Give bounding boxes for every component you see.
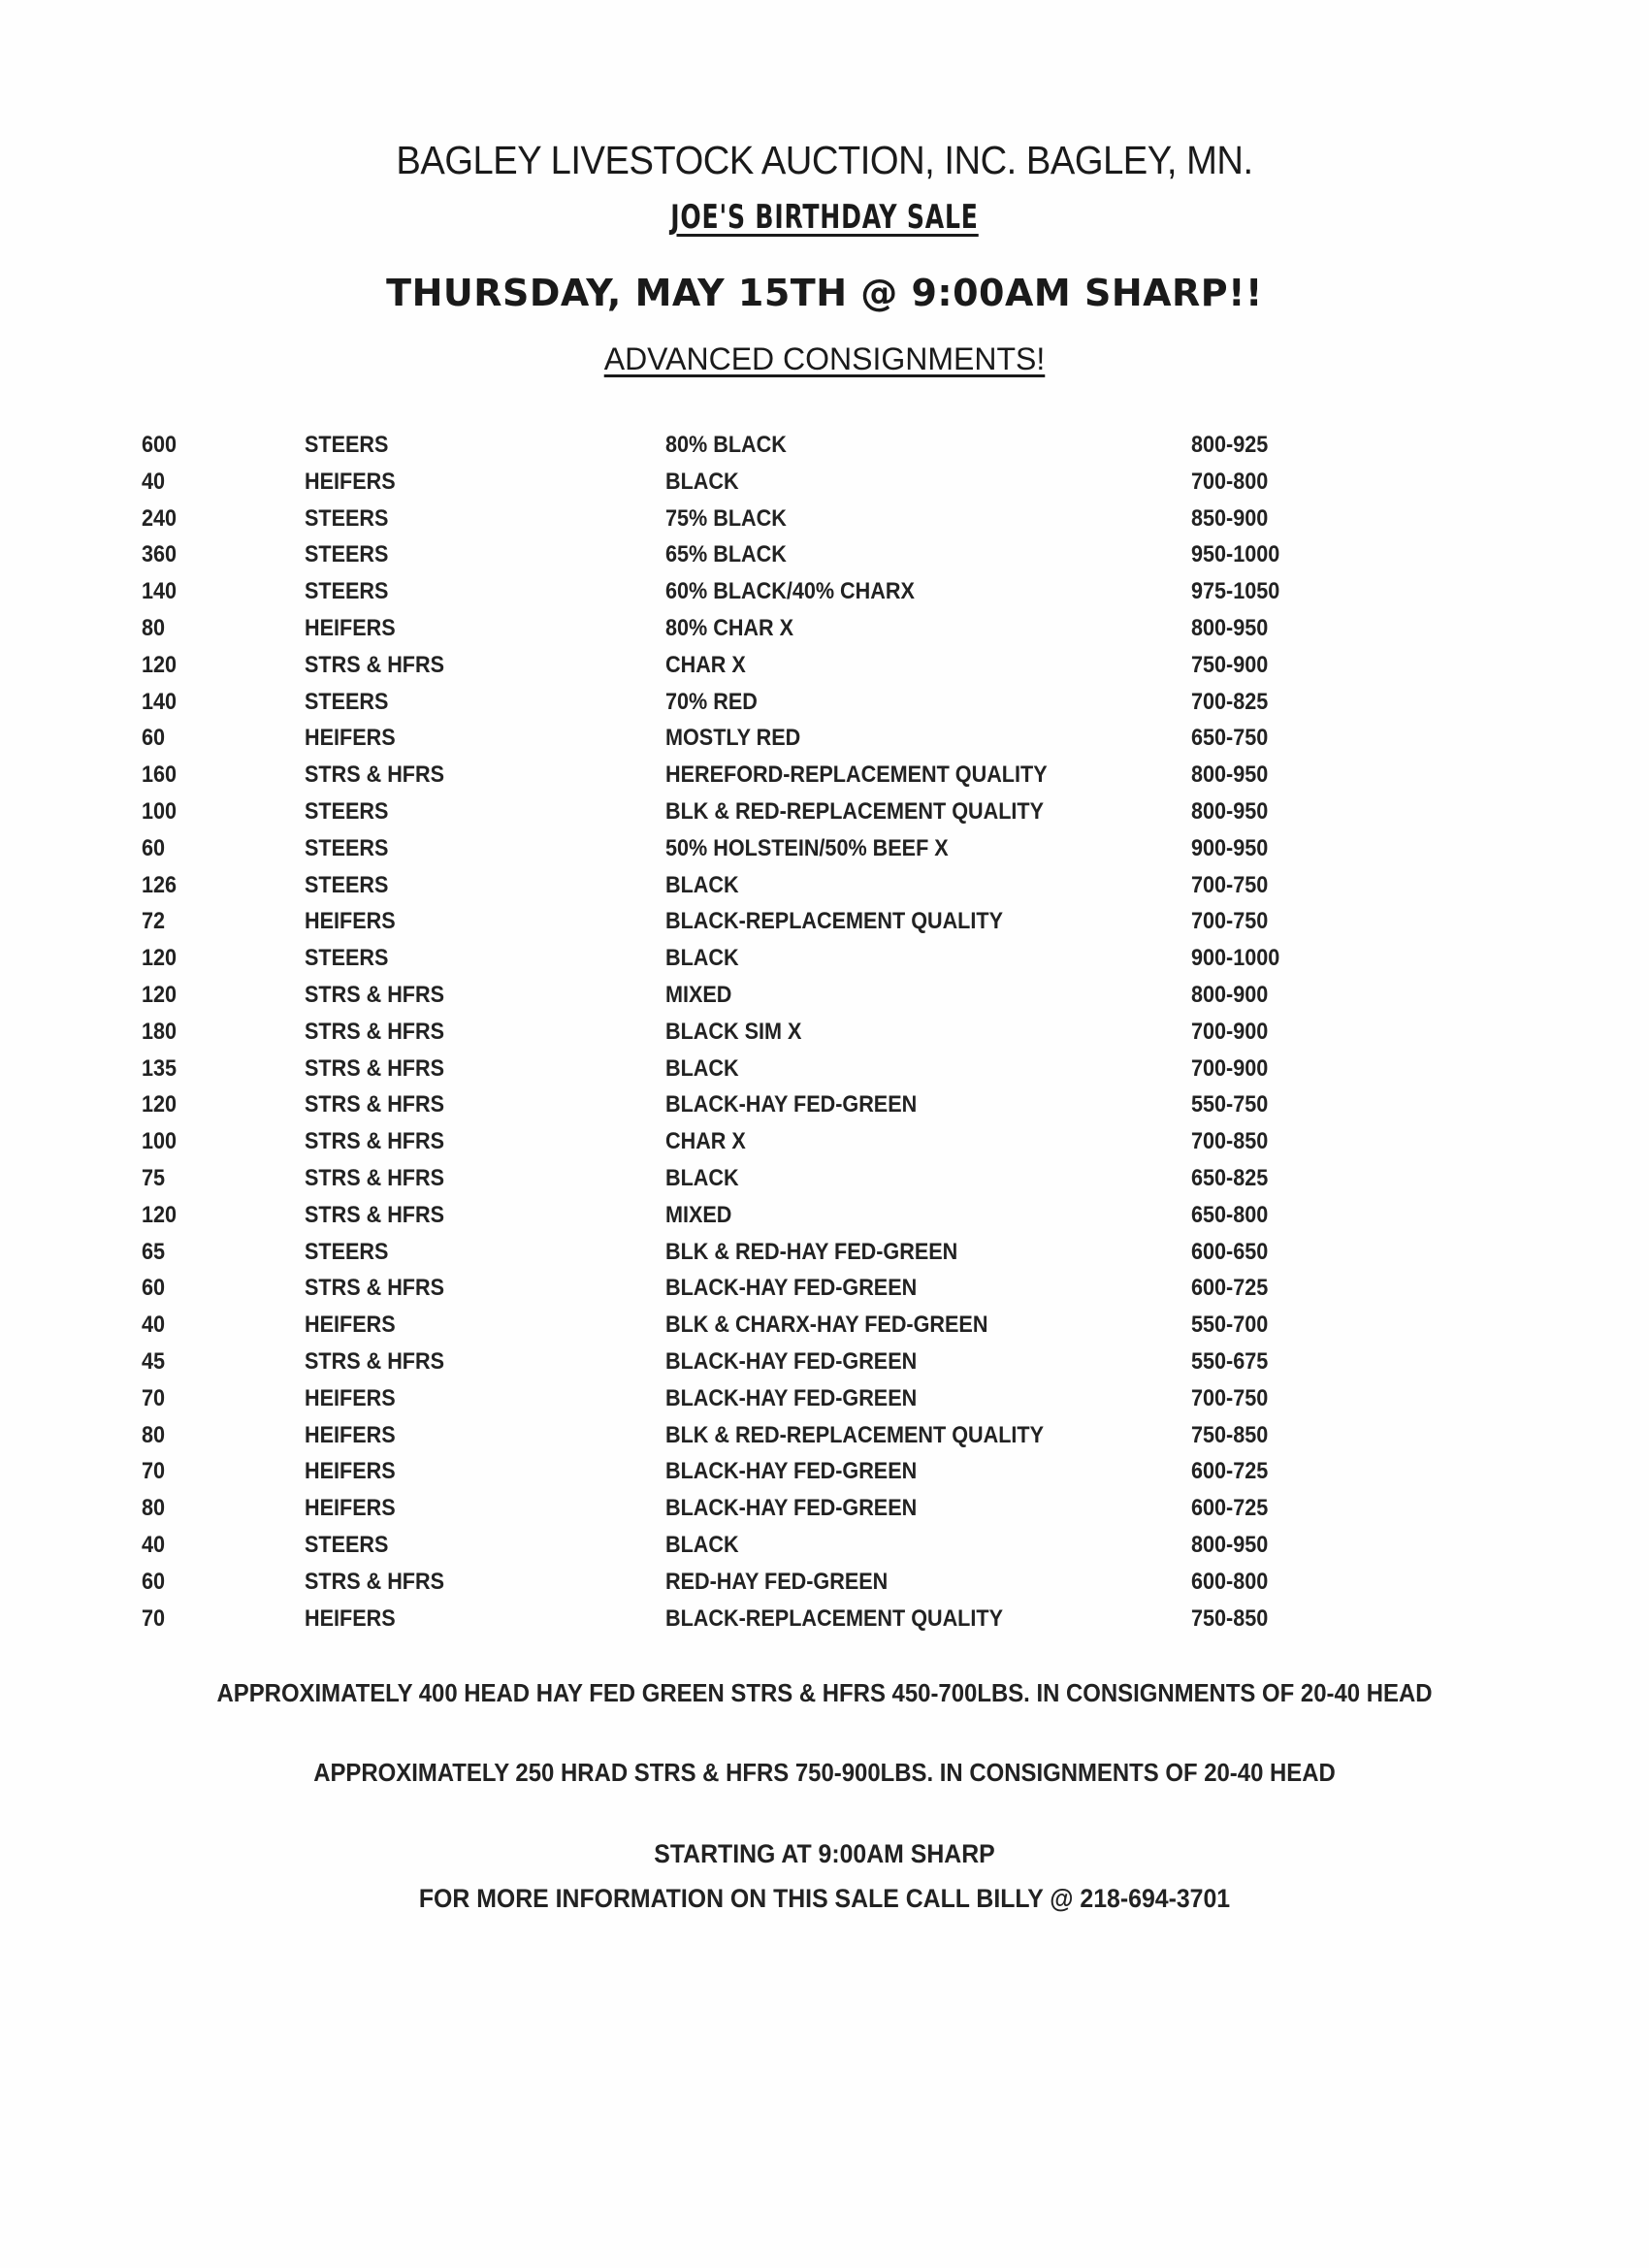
weight-range-cell: 950-1000 bbox=[1191, 541, 1280, 568]
head-count-cell: 70 bbox=[142, 1458, 166, 1485]
cattle-type-cell: STRS & HFRS bbox=[305, 1018, 445, 1045]
head-count-cell: 135 bbox=[142, 1054, 178, 1082]
weight-range-cell: 800-950 bbox=[1191, 1531, 1269, 1558]
description-cell: BLACK-HAY FED-GREEN bbox=[665, 1384, 918, 1411]
cattle-type-cell: HEIFERS bbox=[305, 1312, 396, 1339]
consignment-table bbox=[0, 427, 1649, 1636]
table-row bbox=[0, 757, 1649, 794]
head-count-cell: 72 bbox=[142, 908, 166, 935]
weight-range-cell: 700-825 bbox=[1191, 688, 1269, 715]
table-row bbox=[0, 977, 1649, 1014]
table-row bbox=[0, 1417, 1649, 1454]
head-count-cell: 40 bbox=[142, 1312, 166, 1339]
cattle-type-cell: HEIFERS bbox=[305, 468, 396, 495]
description-cell: BLACK bbox=[665, 1054, 739, 1082]
table-row bbox=[0, 610, 1649, 647]
weight-range-cell: 700-750 bbox=[1191, 1384, 1269, 1411]
head-count-cell: 120 bbox=[142, 945, 178, 972]
head-count-cell: 70 bbox=[142, 1384, 166, 1411]
cattle-type-cell: STRS & HFRS bbox=[305, 1054, 445, 1082]
head-count-cell: 45 bbox=[142, 1347, 166, 1375]
cattle-type-cell: STEERS bbox=[305, 1531, 389, 1558]
description-cell: RED-HAY FED-GREEN bbox=[665, 1568, 889, 1595]
cattle-type-cell: HEIFERS bbox=[305, 908, 396, 935]
weight-range-cell: 850-900 bbox=[1191, 504, 1269, 532]
table-row bbox=[0, 867, 1649, 904]
weight-range-cell: 600-800 bbox=[1191, 1568, 1269, 1595]
weight-range-cell: 650-800 bbox=[1191, 1201, 1269, 1228]
weight-range-cell: 650-825 bbox=[1191, 1164, 1269, 1191]
description-cell: BLACK bbox=[665, 1164, 739, 1191]
table-row bbox=[0, 536, 1649, 573]
weight-range-cell: 800-900 bbox=[1191, 981, 1269, 1008]
description-cell: BLACK SIM X bbox=[665, 1018, 802, 1045]
description-cell: BLACK bbox=[665, 871, 739, 898]
weight-range-cell: 700-900 bbox=[1191, 1054, 1269, 1082]
weight-range-cell: 750-900 bbox=[1191, 651, 1269, 678]
table-row bbox=[0, 1490, 1649, 1527]
head-count-cell: 120 bbox=[142, 981, 178, 1008]
description-cell: BLK & RED-REPLACEMENT QUALITY bbox=[665, 797, 1044, 825]
cattle-type-cell: STRS & HFRS bbox=[305, 1275, 445, 1302]
table-row bbox=[0, 720, 1649, 757]
description-cell: MOSTLY RED bbox=[665, 725, 801, 752]
table-row bbox=[0, 464, 1649, 501]
cattle-type-cell: STRS & HFRS bbox=[305, 1091, 445, 1118]
cattle-type-cell: HEIFERS bbox=[305, 1384, 396, 1411]
cattle-type-cell: STEERS bbox=[305, 797, 389, 825]
head-count-cell: 80 bbox=[142, 1495, 166, 1522]
weight-range-cell: 800-925 bbox=[1191, 432, 1269, 458]
weight-range-cell: 600-725 bbox=[1191, 1275, 1269, 1302]
description-cell: MIXED bbox=[665, 981, 732, 1008]
head-count-cell: 65 bbox=[142, 1238, 166, 1265]
description-cell: 80% CHAR X bbox=[665, 614, 794, 641]
description-cell: CHAR X bbox=[665, 651, 746, 678]
cattle-type-cell: STRS & HFRS bbox=[305, 981, 445, 1008]
table-row bbox=[0, 1307, 1649, 1344]
table-row bbox=[0, 684, 1649, 721]
description-cell: 60% BLACK/40% CHARX bbox=[665, 578, 915, 605]
cattle-type-cell: STRS & HFRS bbox=[305, 1164, 445, 1191]
table-row bbox=[0, 1344, 1649, 1380]
weight-range-cell: 600-650 bbox=[1191, 1238, 1269, 1265]
table-row bbox=[0, 427, 1649, 464]
table-row bbox=[0, 573, 1649, 610]
start-time: STARTING AT 9:00AM SHARP bbox=[654, 1839, 995, 1868]
description-cell: BLK & CHARX-HAY FED-GREEN bbox=[665, 1312, 988, 1339]
description-cell: BLACK-HAY FED-GREEN bbox=[665, 1091, 918, 1118]
cattle-type-cell: STRS & HFRS bbox=[305, 1128, 445, 1155]
description-cell: BLACK-HAY FED-GREEN bbox=[665, 1495, 918, 1522]
contact-info: FOR MORE INFORMATION ON THIS SALE CALL BILLY @ 218-694-3701 bbox=[418, 1884, 1231, 1913]
weight-range-cell: 700-800 bbox=[1191, 468, 1269, 495]
table-row bbox=[0, 1380, 1649, 1417]
description-cell: MIXED bbox=[665, 1201, 732, 1228]
table-row bbox=[0, 647, 1649, 684]
weight-range-cell: 900-1000 bbox=[1191, 945, 1280, 972]
table-row bbox=[0, 1564, 1649, 1601]
description-cell: BLACK bbox=[665, 1531, 739, 1558]
description-cell: BLACK-REPLACEMENT QUALITY bbox=[665, 1604, 1003, 1632]
footer-note-heavy: APPROXIMATELY 250 HRAD STRS & HFRS 750-900LBS. IN CONSIGNMENTS OF 20-40 HEAD bbox=[313, 1758, 1336, 1787]
head-count-cell: 40 bbox=[142, 1531, 166, 1558]
sale-date: THURSDAY, MAY 15TH @ 9:00AM SHARP!! bbox=[386, 272, 1263, 314]
weight-range-cell: 600-725 bbox=[1191, 1495, 1269, 1522]
weight-range-cell: 900-950 bbox=[1191, 834, 1269, 861]
description-cell: BLACK bbox=[665, 468, 739, 495]
cattle-type-cell: STEERS bbox=[305, 688, 389, 715]
head-count-cell: 140 bbox=[142, 688, 178, 715]
weight-range-cell: 550-675 bbox=[1191, 1347, 1269, 1375]
section-heading: ADVANCED CONSIGNMENTS! bbox=[603, 341, 1046, 376]
head-count-cell: 140 bbox=[142, 578, 178, 605]
cattle-type-cell: STRS & HFRS bbox=[305, 651, 445, 678]
description-cell: BLACK-HAY FED-GREEN bbox=[665, 1275, 918, 1302]
weight-range-cell: 750-850 bbox=[1191, 1421, 1269, 1448]
description-cell: BLK & RED-REPLACEMENT QUALITY bbox=[665, 1421, 1044, 1448]
cattle-type-cell: STEERS bbox=[305, 578, 389, 605]
cattle-type-cell: STRS & HFRS bbox=[305, 1201, 445, 1228]
weight-range-cell: 750-850 bbox=[1191, 1604, 1269, 1632]
cattle-type-cell: STEERS bbox=[305, 1238, 389, 1265]
weight-range-cell: 650-750 bbox=[1191, 725, 1269, 752]
sale-name: JOE'S BIRTHDAY SALE bbox=[670, 198, 979, 237]
table-row bbox=[0, 1270, 1649, 1307]
head-count-cell: 120 bbox=[142, 1091, 178, 1118]
table-row bbox=[0, 830, 1649, 867]
description-cell: 65% BLACK bbox=[665, 541, 787, 568]
head-count-cell: 120 bbox=[142, 651, 178, 678]
head-count-cell: 160 bbox=[142, 761, 178, 789]
cattle-type-cell: STEERS bbox=[305, 871, 389, 898]
cattle-type-cell: STEERS bbox=[305, 432, 389, 458]
description-cell: 50% HOLSTEIN/50% BEEF X bbox=[665, 834, 949, 861]
description-cell: BLACK-REPLACEMENT QUALITY bbox=[665, 908, 1003, 935]
table-row bbox=[0, 1086, 1649, 1123]
head-count-cell: 240 bbox=[142, 504, 178, 532]
weight-range-cell: 550-700 bbox=[1191, 1312, 1269, 1339]
description-cell: HEREFORD-REPLACEMENT QUALITY bbox=[665, 761, 1048, 789]
description-cell: 70% RED bbox=[665, 688, 758, 715]
cattle-type-cell: STRS & HFRS bbox=[305, 1568, 445, 1595]
head-count-cell: 60 bbox=[142, 1275, 166, 1302]
description-cell: BLACK-HAY FED-GREEN bbox=[665, 1458, 918, 1485]
table-row bbox=[0, 1453, 1649, 1490]
head-count-cell: 100 bbox=[142, 797, 178, 825]
weight-range-cell: 700-750 bbox=[1191, 908, 1269, 935]
cattle-type-cell: STEERS bbox=[305, 541, 389, 568]
table-row bbox=[0, 1051, 1649, 1087]
weight-range-cell: 700-900 bbox=[1191, 1018, 1269, 1045]
table-row bbox=[0, 501, 1649, 537]
weight-range-cell: 975-1050 bbox=[1191, 578, 1280, 605]
head-count-cell: 80 bbox=[142, 614, 166, 641]
description-cell: 80% BLACK bbox=[665, 432, 787, 458]
table-row bbox=[0, 1527, 1649, 1564]
head-count-cell: 60 bbox=[142, 834, 166, 861]
weight-range-cell: 800-950 bbox=[1191, 614, 1269, 641]
head-count-cell: 60 bbox=[142, 1568, 166, 1595]
cattle-type-cell: HEIFERS bbox=[305, 1421, 396, 1448]
footer-note-hay-fed: APPROXIMATELY 400 HEAD HAY FED GREEN STRS & HFRS 450-700LBS. IN CONSIGNMENTS OF 20-40 HEAD bbox=[216, 1678, 1433, 1707]
head-count-cell: 180 bbox=[142, 1018, 178, 1045]
cattle-type-cell: HEIFERS bbox=[305, 614, 396, 641]
table-row bbox=[0, 794, 1649, 830]
head-count-cell: 600 bbox=[142, 432, 178, 458]
cattle-type-cell: HEIFERS bbox=[305, 725, 396, 752]
description-cell: BLACK-HAY FED-GREEN bbox=[665, 1347, 918, 1375]
table-row bbox=[0, 1123, 1649, 1160]
head-count-cell: 70 bbox=[142, 1604, 166, 1632]
head-count-cell: 126 bbox=[142, 871, 178, 898]
weight-range-cell: 700-850 bbox=[1191, 1128, 1269, 1155]
head-count-cell: 80 bbox=[142, 1421, 166, 1448]
cattle-type-cell: HEIFERS bbox=[305, 1458, 396, 1485]
cattle-type-cell: STEERS bbox=[305, 504, 389, 532]
table-row bbox=[0, 1197, 1649, 1234]
description-cell: 75% BLACK bbox=[665, 504, 787, 532]
cattle-type-cell: HEIFERS bbox=[305, 1495, 396, 1522]
head-count-cell: 75 bbox=[142, 1164, 166, 1191]
cattle-type-cell: STEERS bbox=[305, 945, 389, 972]
description-cell: BLK & RED-HAY FED-GREEN bbox=[665, 1238, 958, 1265]
head-count-cell: 360 bbox=[142, 541, 178, 568]
table-row bbox=[0, 1160, 1649, 1197]
description-cell: CHAR X bbox=[665, 1128, 746, 1155]
cattle-type-cell: HEIFERS bbox=[305, 1604, 396, 1632]
description-cell: BLACK bbox=[665, 945, 739, 972]
head-count-cell: 120 bbox=[142, 1201, 178, 1228]
cattle-type-cell: STRS & HFRS bbox=[305, 1347, 445, 1375]
head-count-cell: 40 bbox=[142, 468, 166, 495]
weight-range-cell: 800-950 bbox=[1191, 797, 1269, 825]
table-row bbox=[0, 1014, 1649, 1051]
page-title: BAGLEY LIVESTOCK AUCTION, INC. BAGLEY, MN. bbox=[396, 138, 1253, 182]
weight-range-cell: 550-750 bbox=[1191, 1091, 1269, 1118]
cattle-type-cell: STEERS bbox=[305, 834, 389, 861]
table-row bbox=[0, 1234, 1649, 1271]
table-row bbox=[0, 940, 1649, 977]
table-row bbox=[0, 1601, 1649, 1637]
weight-range-cell: 800-950 bbox=[1191, 761, 1269, 789]
head-count-cell: 60 bbox=[142, 725, 166, 752]
weight-range-cell: 700-750 bbox=[1191, 871, 1269, 898]
weight-range-cell: 600-725 bbox=[1191, 1458, 1269, 1485]
cattle-type-cell: STRS & HFRS bbox=[305, 761, 445, 789]
head-count-cell: 100 bbox=[142, 1128, 178, 1155]
table-row bbox=[0, 903, 1649, 940]
